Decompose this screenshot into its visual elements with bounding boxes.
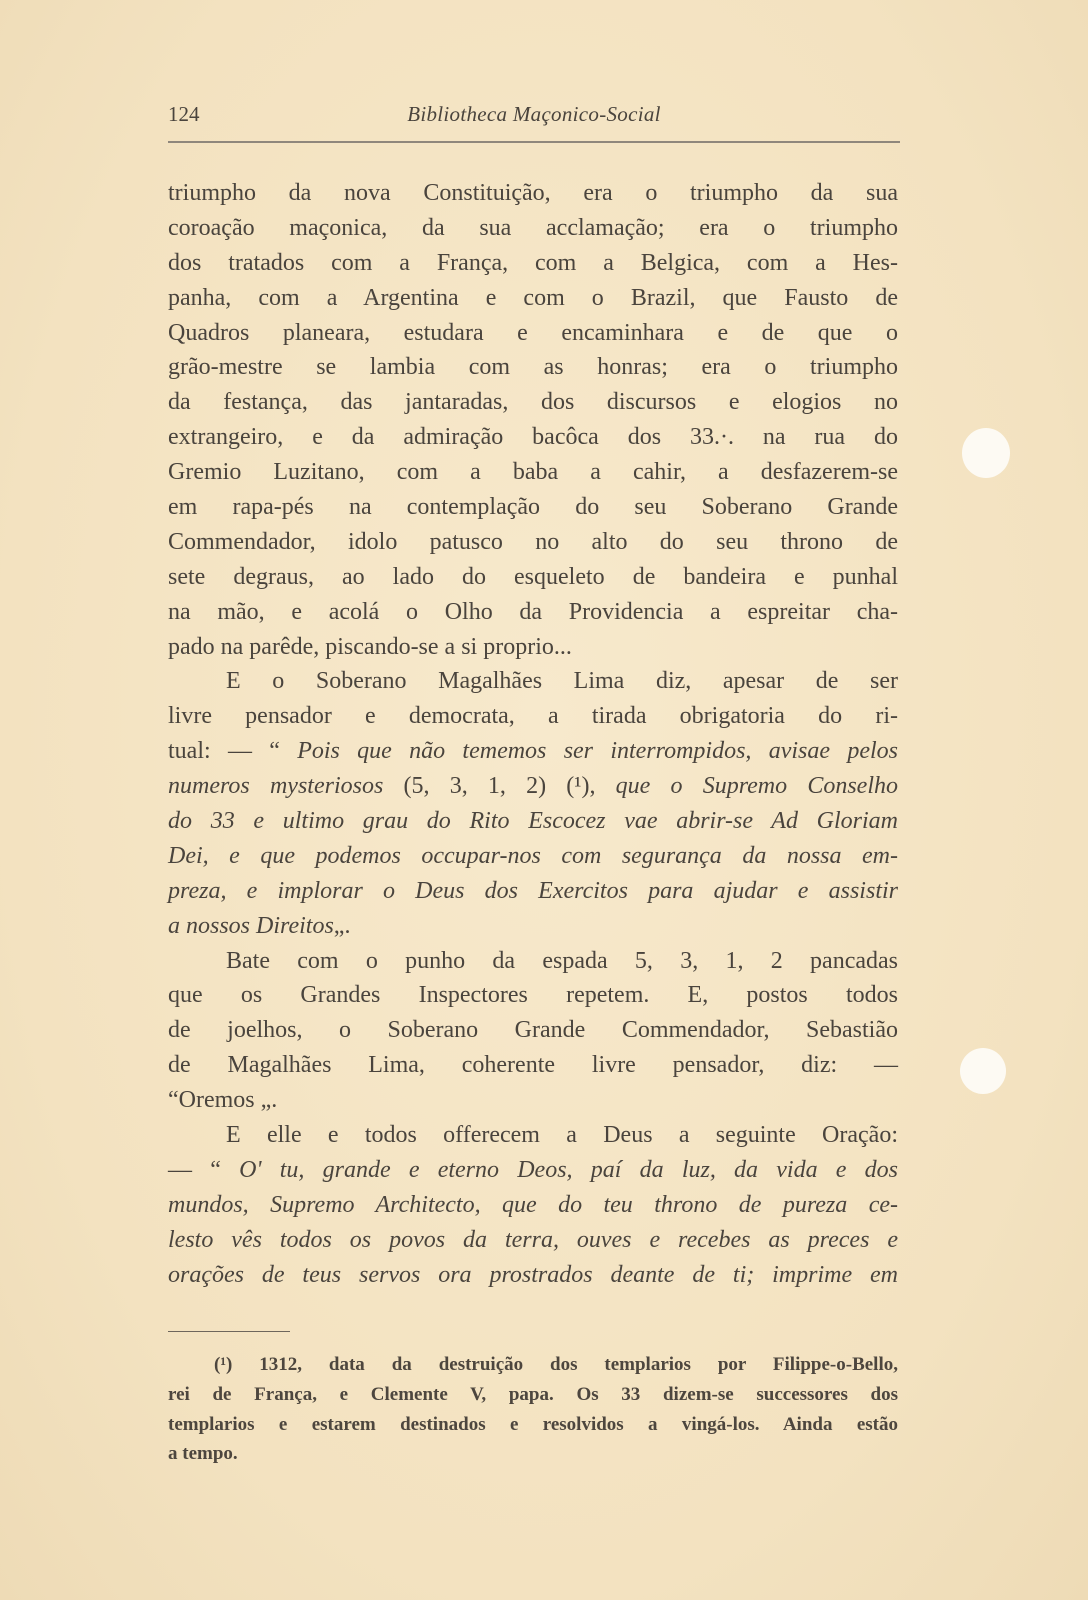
footnote-line [168,1410,898,1440]
text-line [168,1083,898,1118]
text-segment: a tempo. [168,1443,238,1465]
text-line [168,176,898,211]
italic-text: O' tu, grande e eterno Deos, paí da luz, da vida e dos [239,1156,898,1183]
text-line [168,839,898,874]
text-segment: Bate com o punho da espada 5, 3, 1, 2 pancadas [226,947,898,974]
running-title: Bibliotheca Maçonico-Social [407,102,661,126]
header-rule [168,141,900,143]
paper-stain [960,1048,1006,1094]
text-line [168,1188,898,1223]
italic-text: orações de teus servos ora prostrados deante de ti; imprime em [168,1261,898,1288]
text-segment: E o Soberano Magalhães Lima diz, apesar de ser [226,668,898,695]
italic-text: numeros mysteriosos [168,773,384,800]
text-segment: Gremio Luzitano, com a baba a cahir, a desfazerem-se [168,459,898,486]
text-line [168,769,898,804]
text-line [168,246,898,281]
text-segment: da festança, das jantaradas, dos discursos e elogios no [168,389,898,416]
footnote [168,1350,898,1469]
body-text [168,176,898,1293]
paper-stain [962,428,1010,478]
text-segment: templarios e estarem destinados e resolvidos a vingá-los. Ainda estão [168,1413,898,1435]
text-line [168,734,898,769]
footnote-rule [168,1331,290,1332]
text-line [168,1118,898,1153]
text-line [168,281,898,316]
text-line [168,350,898,385]
text-line [168,316,898,351]
text-segment: (¹) 1312, data da destruição dos templarios por Filippe-o-Bello, [214,1354,898,1375]
italic-text: lesto vês todos os povos da terra, ouves e recebes as preces e [168,1226,898,1253]
italic-text: a nossos Direitos [168,912,334,939]
text-line [168,211,898,246]
italic-text: do 33 e ultimo grau do Rito Escocez vae abrir-se Ad Gloriam [168,808,898,835]
text-segment: dos tratados com a França, com a Belgica, com a Hes- [168,249,898,276]
italic-text: mundos, Supremo Architecto, que do teu throno de pureza ce- [168,1191,898,1218]
footnote-line [168,1350,898,1380]
text-segment: em rapa-pés na contemplação do seu Soberano Grande [168,494,898,521]
text-segment: coroação maçonica, da sua acclamação; era o triumpho [168,214,898,241]
text-line [168,490,898,525]
text-segment: panha, com a Argentina e com o Brazil, que Fausto de [168,284,898,311]
text-segment: de Magalhães Lima, coherente livre pensador, diz: — [168,1052,898,1079]
text-segment: — “ [168,1156,240,1183]
italic-text: Pois que não tememos ser interrompidos, avisae pelos [297,738,898,765]
text-segment: na mão, e acolá o Olho da Providencia a espreitar cha- [168,598,898,625]
text-line [168,1258,898,1293]
text-line [168,699,898,734]
text-segment: grão-mestre se lambia com as honras; era o triumpho [168,354,898,381]
text-segment: E elle e todos offerecem a Deus a seguinte Oração: [226,1122,898,1149]
text-line [168,978,898,1013]
text-line [168,1048,898,1083]
text-line [168,420,898,455]
italic-text: Dei, e que podemos occupar-nos com segurança da nossa em- [168,842,898,869]
footnote-line [168,1439,898,1469]
text-segment: triumpho da nova Constituição, era o triumpho da sua [168,180,898,206]
text-line [168,455,898,490]
text-line [168,560,898,595]
text-line [168,1153,898,1188]
text-line [168,804,898,839]
page-number: 124 [168,102,200,126]
text-segment: Quadros planeara, estudara e encaminhara e de que o [168,319,898,346]
text-line [168,909,898,944]
text-line [168,630,898,665]
text-segment: (5, 3, 1, 2) (¹), [383,773,616,800]
text-line [168,1013,898,1048]
italic-text: que o Supremo Conselho [615,773,898,800]
text-line [168,385,898,420]
text-segment: tual: — “ [168,738,298,765]
text-line [168,944,898,979]
text-segment: “Oremos „. [168,1087,278,1114]
running-header [168,102,900,134]
text-segment: de joelhos, o Soberano Grande Commendador, Sebastião [168,1017,898,1044]
text-segment: Commendador, idolo patusco no alto do seu throno de [168,528,898,555]
text-segment: „. [333,912,351,939]
text-segment: que os Grandes Inspectores repetem. E, postos todos [168,982,898,1009]
text-line [168,664,898,699]
text-segment: sete degraus, ao lado do esqueleto de bandeira e punhal [168,563,898,590]
footnote-line [168,1380,898,1410]
text-segment: extrangeiro, e da admiração bacôca dos 33.·. na rua do [168,424,898,451]
text-line [168,874,898,909]
text-line [168,525,898,560]
text-segment: pado na parêde, piscando-se a si proprio... [168,633,572,660]
text-segment: rei de França, e Clemente V, papa. Os 33 dizem-se successores dos [168,1383,898,1405]
text-segment: livre pensador e democrata, a tirada obrigatoria do ri- [168,703,898,730]
text-line [168,595,898,630]
text-line [168,1223,898,1258]
italic-text: preza, e implorar o Deus dos Exercitos para ajudar e assistir [168,877,898,904]
